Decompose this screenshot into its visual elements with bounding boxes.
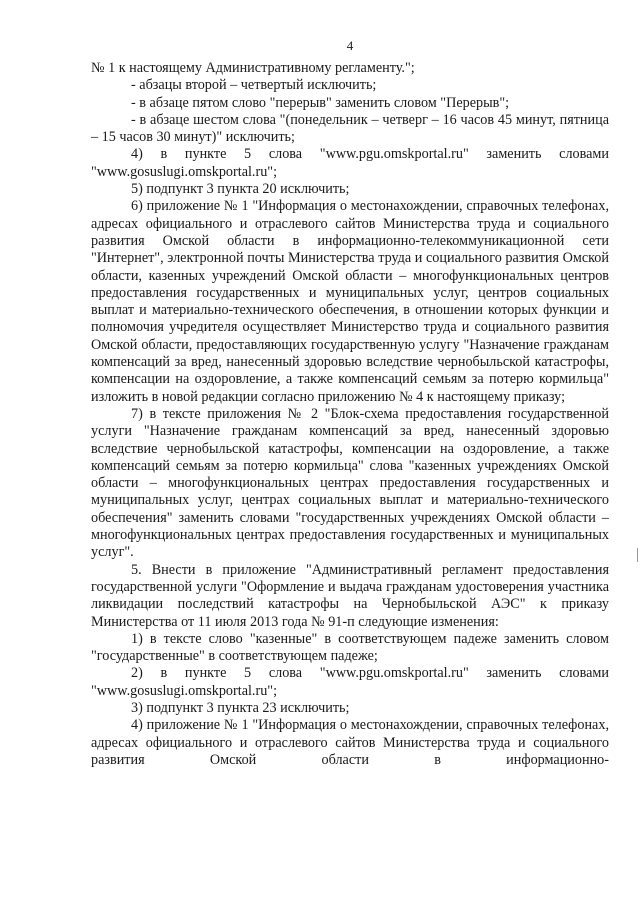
paragraph-item: 2) в пункте 5 слова "www.pgu.omskportal.ru" заменить словами "www.gosuslugi.omskportal.ru"; [91,665,609,699]
paragraph-continuation: № 1 к настоящему Административному регламенту."; [91,60,415,76]
paragraph-item: 7) в тексте приложения № 2 "Блок-схема предоставления государственной услуги "Назначение гражданам компенсаций за вред, нанесенный здоровью вследствие чернобыльской катастрофы, компенсации на оздоровление, а также компенсаций семьям за потерю кормильца" слова "казенных учреждениях Омской области – многофункциональных центрах предоставления государственных и муниципальных услуг, центрах социальных выплат и материально-технического обеспечения" заменить словами "государственных учреждениях Омской области – многофункциональных центрах предоставления государственных и муниципальных услуг". [91,405,609,561]
page-number: 4 [346,38,354,53]
paragraph-item: 3) подпункт 3 пункта 23 исключить; [131,699,350,716]
paragraph-item: 1) в тексте слово "казенные" в соответствующем падеже заменить словом "государственные" в соответствующем падеже; [91,630,609,665]
paragraph-section: 5. Внести в приложение "Административный регламент предоставления государственной услуги "Оформление и выдача гражданам удостоверения участника ликвидации последствий катастрофы на Чернобыльской АЭС" к приказу Министерства от 11 июля 2013 года № 91-п следующие изменения: [91,561,609,630]
document-body [91,60,609,769]
paragraph-item: - в абзаце пятом слово "перерыв" заменить словом "Перерыв"; [131,94,510,111]
paragraph-item: - в абзаце шестом слова "(понедельник – четверг – 16 часов 45 минут, пятница – 15 часов 30 минут)" исключить; [91,111,609,146]
paragraph-item: 4) приложение № 1 "Информация о местонахождении, справочных телефонах, адресах официального и отраслевого сайтов Министерства труда и социального развития Омской области в информационно- [91,717,609,768]
paragraph-item: 4) в пункте 5 слова "www.pgu.omskportal.ru" заменить словами "www.gosuslugi.omskportal.ru"; [91,146,609,180]
paragraph-item: 5) подпункт 3 пункта 20 исключить; [131,181,350,198]
paragraph-item: - абзацы второй – четвертый исключить; [131,77,377,94]
paragraph-item: 6) приложение № 1 "Информация о местонахождении, справочных телефонах, адресах официального и отраслевого сайтов Министерства труда и социального развития Омской области в информационно-телекоммуникационной сети "Интернет", электронной почты Министерства труда и социального развития Омской области, казенных учреждений Омской области – многофункциональных центров предоставления государственных и муниципальных услуг, центров социальных выплат и материально-технического обеспечения, в отношении которых функции и полномочия учредителя осуществляет Министерство труда и социального развития Омской области, предоставляющих государственную услугу "Назначение гражданам компенсаций за вред, нанесенный здоровью вследствие чернобыльской катастрофы, компенсации на оздоровление, а также компенсаций семьям за потерю кормильца" изложить в новой редакции согласно приложению № 4 к настоящему приказу; [91,198,609,405]
scan-edge-mark [637,548,638,562]
